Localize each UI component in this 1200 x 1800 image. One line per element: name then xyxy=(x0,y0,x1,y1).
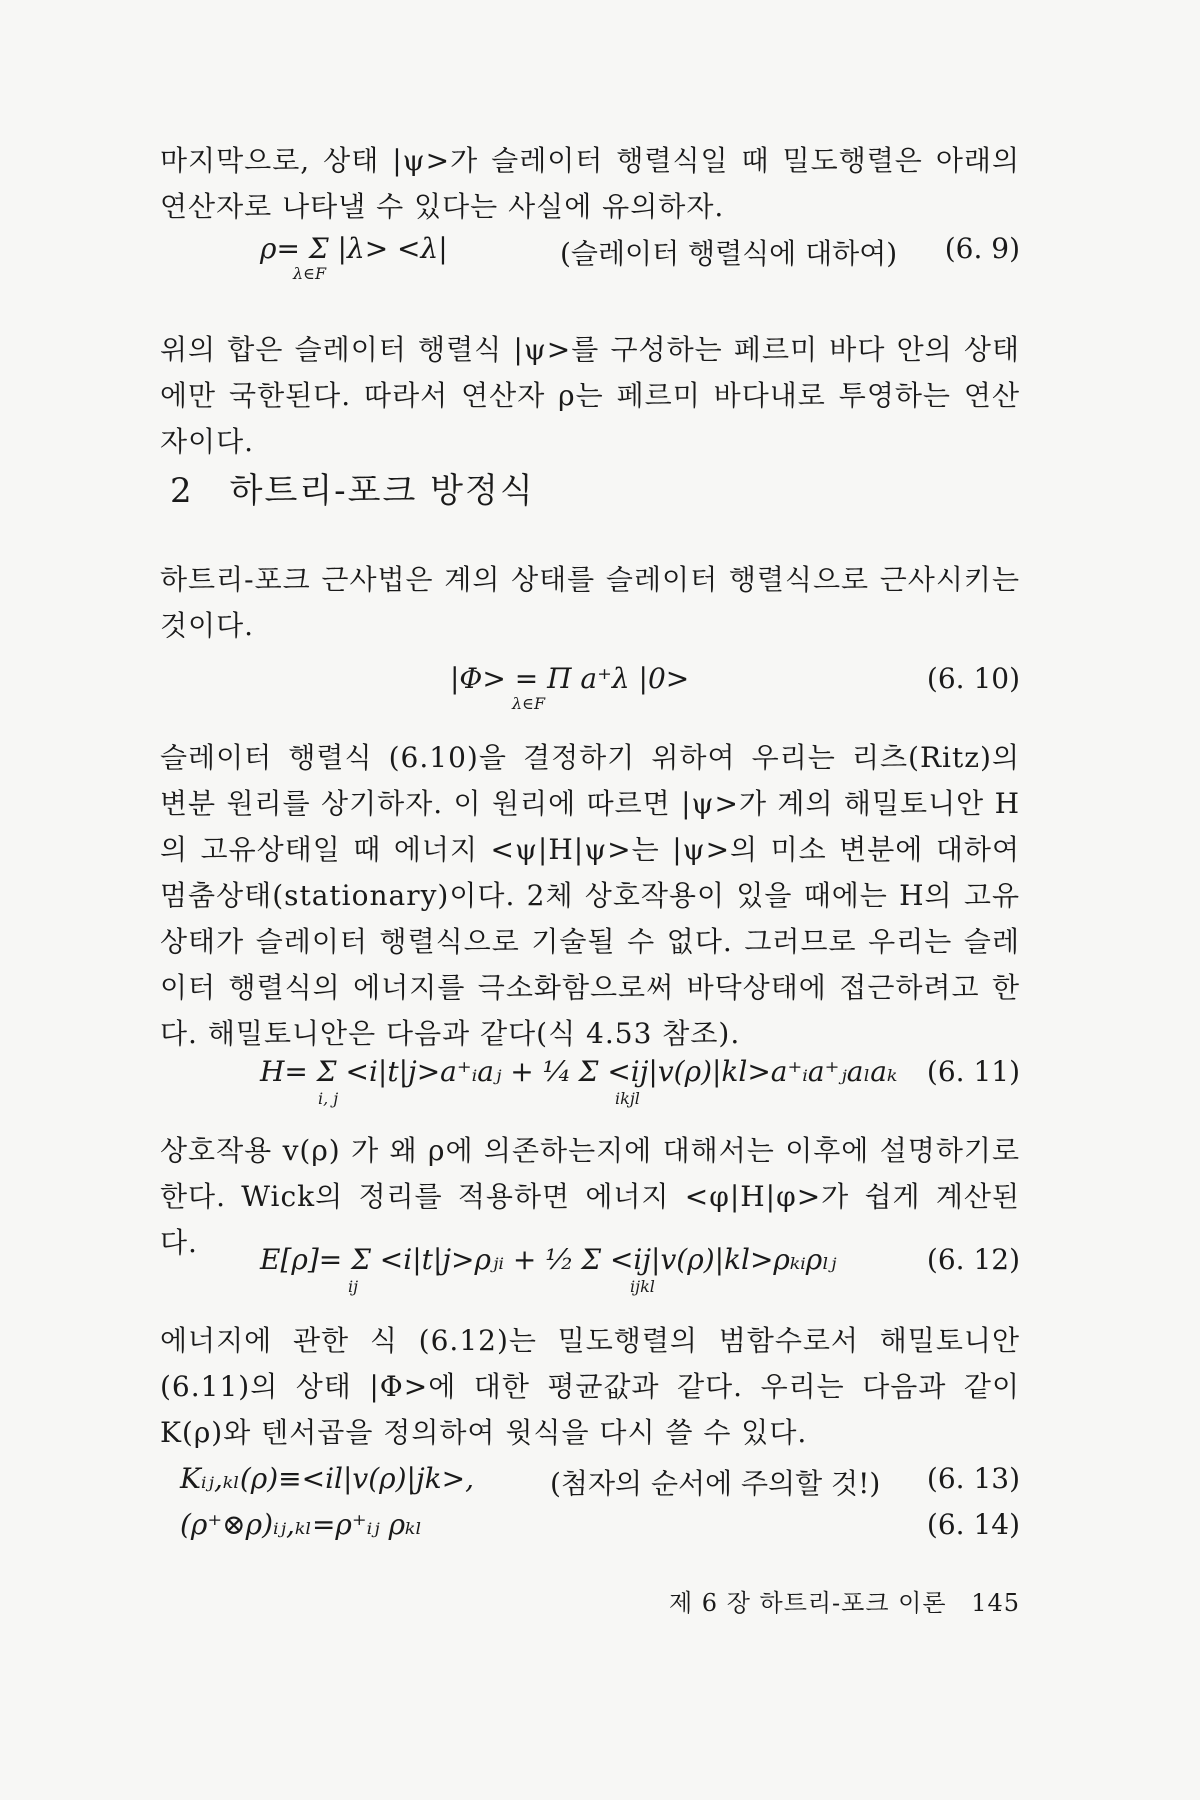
equation-6-11 xyxy=(160,1055,1020,1125)
equation-6-10 xyxy=(160,662,1020,732)
paragraph-fermi-sea: 위의 합은 슬레이터 행렬식 |ψ>를 구성하는 페르미 바다 안의 상태에만 국한된다. 따라서 연산자 ρ는 페르미 바다내로 투영하는 연산자이다. xyxy=(160,333,1020,458)
chapter-title: 제 6 장 하트리-포크 이론 xyxy=(668,1589,947,1617)
equation-body: H= Σ <i|t|j>a⁺ᵢaⱼ + ¹⁄₄ Σ <ij|v(ρ)|kl>a⁺ᵢa⁺ⱼaₗaₖ xyxy=(260,1055,898,1088)
paragraph-hf-approx: 하트리-포크 근사법은 계의 상태를 슬레이터 행렬식으로 근사시키는 것이다. xyxy=(160,563,1020,642)
equation-number: (6. 12) xyxy=(926,1243,1020,1276)
equation-6-14 xyxy=(160,1508,1020,1556)
equation-body: ρ= Σ |λ> <λ| xyxy=(260,232,448,265)
equation-body: (ρ⁺⊗ρ)ᵢⱼ,ₖₗ=ρ⁺ᵢⱼ ρₖₗ xyxy=(180,1508,423,1541)
summation-index: i, j xyxy=(318,1089,339,1108)
section-title: 하트리-포크 방정식 xyxy=(229,471,535,511)
product-index: λ∈F xyxy=(512,694,546,713)
page-number: 145 xyxy=(971,1589,1020,1617)
summation-index: ijkl xyxy=(630,1277,655,1296)
equation-6-9 xyxy=(160,232,1020,302)
equation-number: (6. 14) xyxy=(926,1508,1020,1541)
equation-6-12 xyxy=(160,1243,1020,1313)
equation-note: (첨자의 순서에 주의할 것!) xyxy=(550,1467,881,1500)
summation-index: λ∈F xyxy=(293,264,327,283)
paragraph-density-intro: 마지막으로, 상태 |ψ>가 슬레이터 행렬식일 때 밀도행렬은 아래의 연산자로 나타낼 수 있다는 사실에 유의하자. xyxy=(160,144,1020,223)
equation-number: (6. 13) xyxy=(926,1462,1020,1495)
summation-index: ikjl xyxy=(615,1089,640,1108)
equation-body: |Φ> = Π a⁺λ |0> xyxy=(450,662,690,695)
equation-number: (6. 9) xyxy=(944,232,1020,265)
paragraph-variational-principle: 슬레이터 행렬식 (6.10)을 결정하기 위하여 우리는 리츠(Ritz)의 변분 원리를 상기하자. 이 원리에 따르면 |ψ>가 계의 해밀토니안 H의 고유상태일 때 에너지 <ψ|H|ψ>는 |ψ>의 미소 변분에 대하여 멈춤상태(stationary)이다. 2체 상호작용이 있을 때에는 H의 고유상태가 슬레이터 행렬식으로 기술될 수 없다. 그러므로 우리는 슬레이터 행렬식의 에너지를 극소화함으로써 바닥상태에 접근하려고 한다. 해밀토니안은 다음과 같다(식 4.53 참조). xyxy=(160,741,1020,1050)
equation-body: Kᵢⱼ,ₖₗ(ρ)≡<il|v(ρ)|jk>, xyxy=(180,1462,474,1495)
equation-6-13 xyxy=(160,1462,1020,1510)
summation-index: ij xyxy=(348,1277,359,1296)
equation-note: (슬레이터 행렬식에 대하여) xyxy=(560,237,898,270)
equation-body: E[ρ]= Σ <i|t|j>ρⱼᵢ + ¹⁄₂ Σ <ij|v(ρ)|kl>ρₖᵢρₗⱼ xyxy=(260,1243,837,1276)
paragraph-wick-theorem: 상호작용 v(ρ) 가 왜 ρ에 의존하는지에 대해서는 이후에 설명하기로 한다. Wick의 정리를 적용하면 에너지 <φ|H|φ>가 쉽게 계산된다. xyxy=(160,1134,1020,1259)
equation-number: (6. 10) xyxy=(926,662,1020,695)
section-heading xyxy=(170,463,535,512)
section-number: 2 xyxy=(170,471,194,511)
equation-number: (6. 11) xyxy=(926,1055,1020,1088)
paragraph-tensor-product: 에너지에 관한 식 (6.12)는 밀도행렬의 범함수로서 해밀토니안 (6.11)의 상태 |Φ>에 대한 평균값과 같다. 우리는 다음과 같이 K(ρ)와 텐서곱을 정의하여 윗식을 다시 쓸 수 있다. xyxy=(160,1324,1020,1449)
running-footer xyxy=(160,1583,1020,1618)
